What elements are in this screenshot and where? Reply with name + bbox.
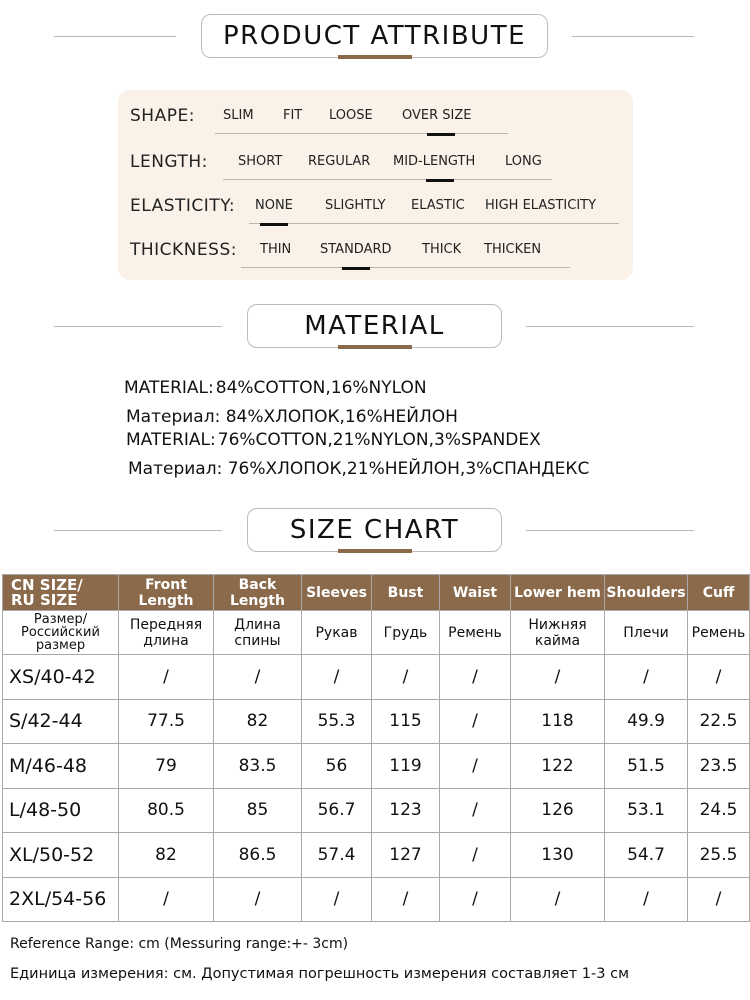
material-line-en-1 [124,378,427,398]
table-cell: 54.7 [605,833,688,878]
table-cell: 127 [372,833,440,878]
table-cell: / [440,877,511,922]
table-cell: 25.5 [688,833,750,878]
header-accent-bar [338,345,412,349]
attribute-option-fit: FIT [283,108,303,123]
attribute-underline [241,267,570,268]
table-cell: 122 [511,744,605,789]
table-cell: / [302,877,372,922]
table-cell: 82 [214,699,302,744]
attribute-row-thickness [130,238,625,268]
material-value: 76%COTTON,21%NYLON,3%SPANDEX [217,430,541,450]
attribute-underline [249,223,619,224]
attribute-option-elastic: ELASTIC [411,198,465,213]
size-cell: 2XL/54-56 [3,877,119,922]
table-header-cell: Длина спины [214,611,302,655]
selected-marker [260,223,288,226]
header-title: SIZE CHART [289,515,460,545]
material-value: 84%COTTON,16%NYLON [215,378,427,398]
table-cell: 49.9 [605,699,688,744]
attribute-option-short: SHORT [238,154,283,169]
attribute-option-high-elasticity: HIGH ELASTICITY [485,198,597,213]
table-header-cell: Рукав [302,611,372,655]
table-cell: 57.4 [302,833,372,878]
table-cell: / [372,655,440,700]
material-label: Материал: [128,459,223,479]
table-header-cell: Грудь [372,611,440,655]
table-cell: 130 [511,833,605,878]
attribute-option-slightly: SLIGHTLY [325,198,386,213]
material-line-ru-1 [126,407,458,427]
table-header-cell: Cuff [688,575,750,611]
header-title: PRODUCT ATTRIBUTE [222,21,527,51]
attribute-option-thick: THICK [422,242,462,257]
attribute-label: SHAPE: [130,106,195,126]
attribute-row-length [130,150,625,180]
attribute-underline [215,133,508,134]
material-header [0,304,750,350]
size-cell: S/42-44 [3,699,119,744]
selected-marker [342,267,370,270]
attribute-underline [223,179,552,180]
attribute-panel [118,90,633,280]
header-title: MATERIAL [304,311,445,341]
material-value: 84%ХЛОПОК,16%НЕЙЛОН [225,407,458,427]
attribute-label: ELASTICITY: [130,196,236,216]
table-cell: / [440,788,511,833]
table-header-cell: Front Length [119,575,214,611]
header-divider-left [54,530,222,531]
table-header-cell: Back Length [214,575,302,611]
table-cell: 82 [119,833,214,878]
header-divider-right [572,36,694,37]
table-cell: / [688,655,750,700]
table-header-row-en [3,575,750,611]
table-cell: / [119,877,214,922]
table-cell: / [605,655,688,700]
table-row [3,788,750,833]
selected-marker [426,179,454,182]
table-header-cell: Bust [372,575,440,611]
table-cell: 77.5 [119,699,214,744]
header-divider-right [526,530,694,531]
table-cell: 56.7 [302,788,372,833]
table-cell: 23.5 [688,744,750,789]
size-cell: XL/50-52 [3,833,119,878]
table-cell: 85 [214,788,302,833]
table-cell: 118 [511,699,605,744]
header-pill [247,508,502,552]
attribute-option-thicken: THICKEN [484,242,542,257]
table-header-row-ru [3,611,750,655]
table-cell: 80.5 [119,788,214,833]
attribute-label: LENGTH: [130,152,208,172]
table-header-cell: CN SIZE/ RU SIZE [3,575,119,611]
attribute-option-standard: STANDARD [320,242,392,257]
table-cell: 126 [511,788,605,833]
table-cell: 53.1 [605,788,688,833]
table-cell: / [119,655,214,700]
table-cell: 123 [372,788,440,833]
material-label: MATERIAL: [124,378,214,398]
attribute-option-slim: SLIM [223,108,254,123]
attribute-option-long: LONG [505,154,542,169]
table-cell: / [302,655,372,700]
attribute-option-mid-length: MID-LENGTH [393,154,476,169]
header-divider-left [54,36,176,37]
selected-marker [427,133,455,136]
header-accent-bar [338,549,412,553]
attribute-row-elasticity [130,194,625,224]
table-cell: / [214,877,302,922]
material-line-en-2 [126,430,541,450]
size-chart-header [0,508,750,554]
table-header-cell: Sleeves [302,575,372,611]
table-header-cell: Waist [440,575,511,611]
size-cell: L/48-50 [3,788,119,833]
table-cell: / [440,655,511,700]
table-cell: 24.5 [688,788,750,833]
header-accent-bar [338,55,412,59]
attribute-label: THICKNESS: [130,240,237,260]
table-cell: / [688,877,750,922]
attribute-row-shape [130,104,625,134]
header-pill [247,304,502,348]
table-cell: / [605,877,688,922]
attribute-option-over-size: OVER SIZE [402,108,472,123]
reference-note-ru: Единица измерения: см. Допустимая погрешность измерения составляет 1-3 см [10,966,630,982]
table-header-cell: Shoulders [605,575,688,611]
table-cell: / [511,877,605,922]
table-header-cell: Нижняя кайма [511,611,605,655]
product-attribute-header [0,14,750,60]
attribute-option-loose: LOOSE [329,108,373,123]
table-row [3,699,750,744]
table-cell: / [440,833,511,878]
size-cell: XS/40-42 [3,655,119,700]
attribute-option-thin: THIN [260,242,292,257]
material-value: 76%ХЛОПОК,21%НЕЙЛОН,3%СПАНДЕКС [227,459,590,479]
header-divider-right [526,326,694,327]
header-divider-left [54,326,222,327]
table-row [3,744,750,789]
table-cell: 83.5 [214,744,302,789]
table-cell: 55.3 [302,699,372,744]
table-cell: / [440,744,511,789]
table-cell: / [372,877,440,922]
table-cell: 79 [119,744,214,789]
material-label: Материал: [126,407,221,427]
table-cell: 86.5 [214,833,302,878]
table-header-cell: Передняя длина [119,611,214,655]
table-header-cell: Плечи [605,611,688,655]
attribute-option-none: NONE [255,198,293,213]
size-cell: M/46-48 [3,744,119,789]
table-header-cell: Ремень [440,611,511,655]
material-label: MATERIAL: [126,430,216,450]
table-cell: 115 [372,699,440,744]
reference-note-en: Reference Range: cm (Messuring range:+- 3cm) [10,936,349,952]
size-chart-table [2,574,750,922]
material-line-ru-2 [128,459,589,479]
table-cell: 51.5 [605,744,688,789]
table-row [3,833,750,878]
table-cell: 119 [372,744,440,789]
table-row [3,655,750,700]
table-cell: / [511,655,605,700]
table-cell: 56 [302,744,372,789]
table-cell: / [440,699,511,744]
table-header-cell: Ремень [688,611,750,655]
table-cell: 22.5 [688,699,750,744]
table-row [3,877,750,922]
table-cell: / [214,655,302,700]
header-pill [201,14,548,58]
attribute-option-regular: REGULAR [308,154,371,169]
table-header-cell: Lower hem [511,575,605,611]
table-header-cell: Размер/ Российский размер [3,611,119,655]
